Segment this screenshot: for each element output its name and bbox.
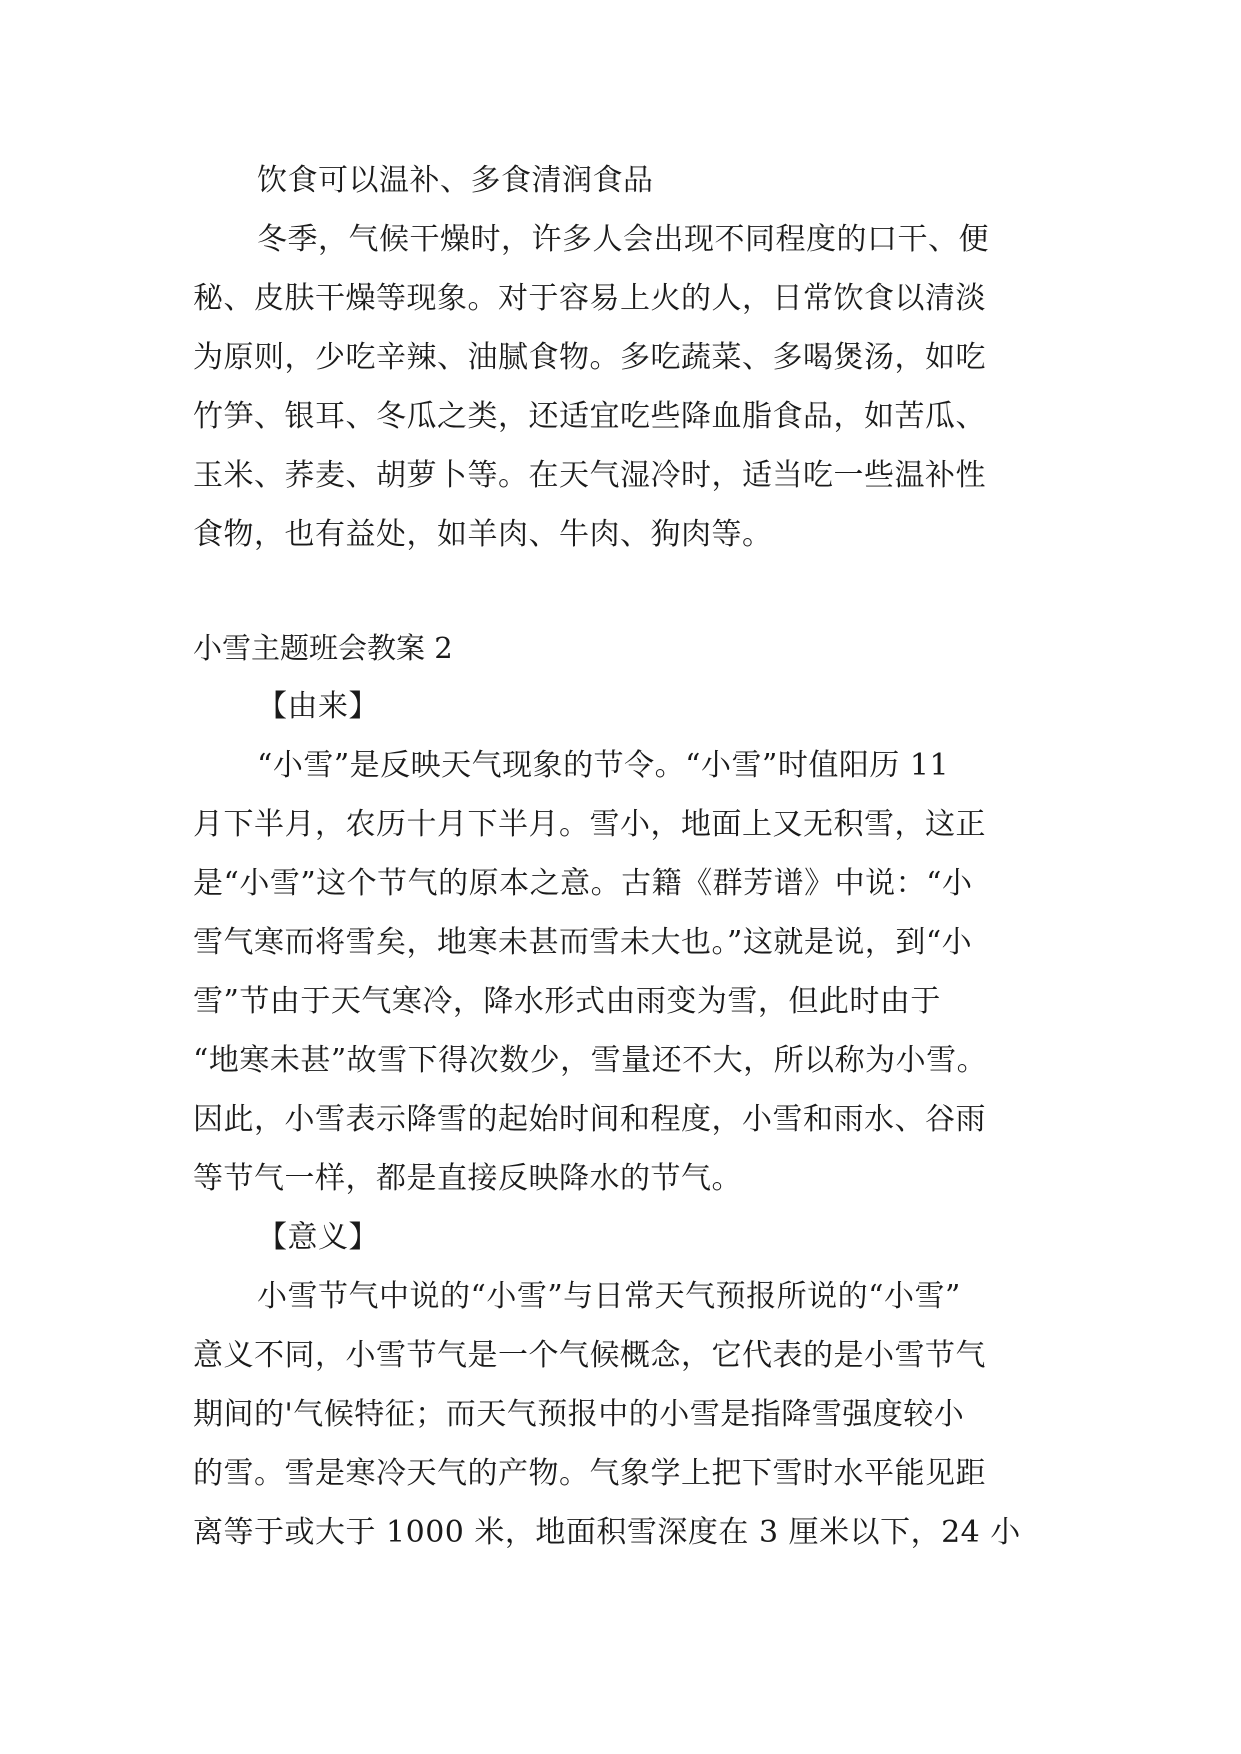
paragraph-line: “小雪”是反映天气现象的节令。“小雪”时值阳历 11	[257, 748, 950, 783]
document-title: 小雪主题班会教案 2	[193, 631, 453, 665]
paragraph-line: 食物，也有益处，如羊肉、牛肉、狗肉等。	[193, 517, 773, 552]
paragraph-line: 雪气寒而将雪矣，地寒未甚而雪未大也。”这就是说，到“小	[193, 925, 973, 960]
paragraph-line: 玉米、荞麦、胡萝卜等。在天气湿冷时，适当吃一些温补性	[193, 458, 986, 493]
paragraph-line: 冬季，气候干燥时，许多人会出现不同程度的口干、便	[257, 222, 989, 257]
paragraph-line: 月下半月，农历十月下半月。雪小，地面上又无积雪，这正	[193, 807, 986, 842]
paragraph-line: 竹笋、银耳、冬瓜之类，还适宜吃些降血脂食品，如苦瓜、	[193, 399, 986, 434]
paragraph-line: 意义不同，小雪节气是一个气候概念，它代表的是小雪节气	[193, 1338, 986, 1373]
paragraph-line: 是“小雪”这个节气的原本之意。古籍《群芳谱》中说：“小	[193, 866, 973, 901]
paragraph-line: 为原则，少吃辛辣、油腻食物。多吃蔬菜、多喝煲汤，如吃	[193, 340, 986, 375]
paragraph-line: 离等于或大于 1000 米，地面积雪深度在 3 厘米以下，24 小	[193, 1515, 1021, 1550]
paragraph-line: 的雪。雪是寒冷天气的产物。气象学上把下雪时水平能见距	[193, 1456, 986, 1491]
paragraph-line: 等节气一样，都是直接反映降水的节气。	[193, 1161, 742, 1196]
paragraph-line: 雪”节由于天气寒冷，降水形式由雨变为雪，但此时由于	[193, 984, 941, 1019]
section-heading: 饮食可以温补、多食清润食品	[257, 163, 654, 198]
origin-heading: 【由来】	[257, 689, 379, 724]
paragraph-line: “地寒未甚”故雪下得次数少，雪量还不大，所以称为小雪。	[193, 1043, 988, 1078]
paragraph-line: 小雪节气中说的“小雪”与日常天气预报所说的“小雪”	[257, 1279, 961, 1314]
paragraph-line: 期间的'气候特征；而天气预报中的小雪是指降雪强度较小	[193, 1397, 965, 1432]
paragraph-line: 因此，小雪表示降雪的起始时间和程度，小雪和雨水、谷雨	[193, 1102, 986, 1137]
paragraph-line: 秘、皮肤干燥等现象。对于容易上火的人，日常饮食以清淡	[193, 281, 986, 316]
meaning-heading: 【意义】	[257, 1220, 379, 1255]
